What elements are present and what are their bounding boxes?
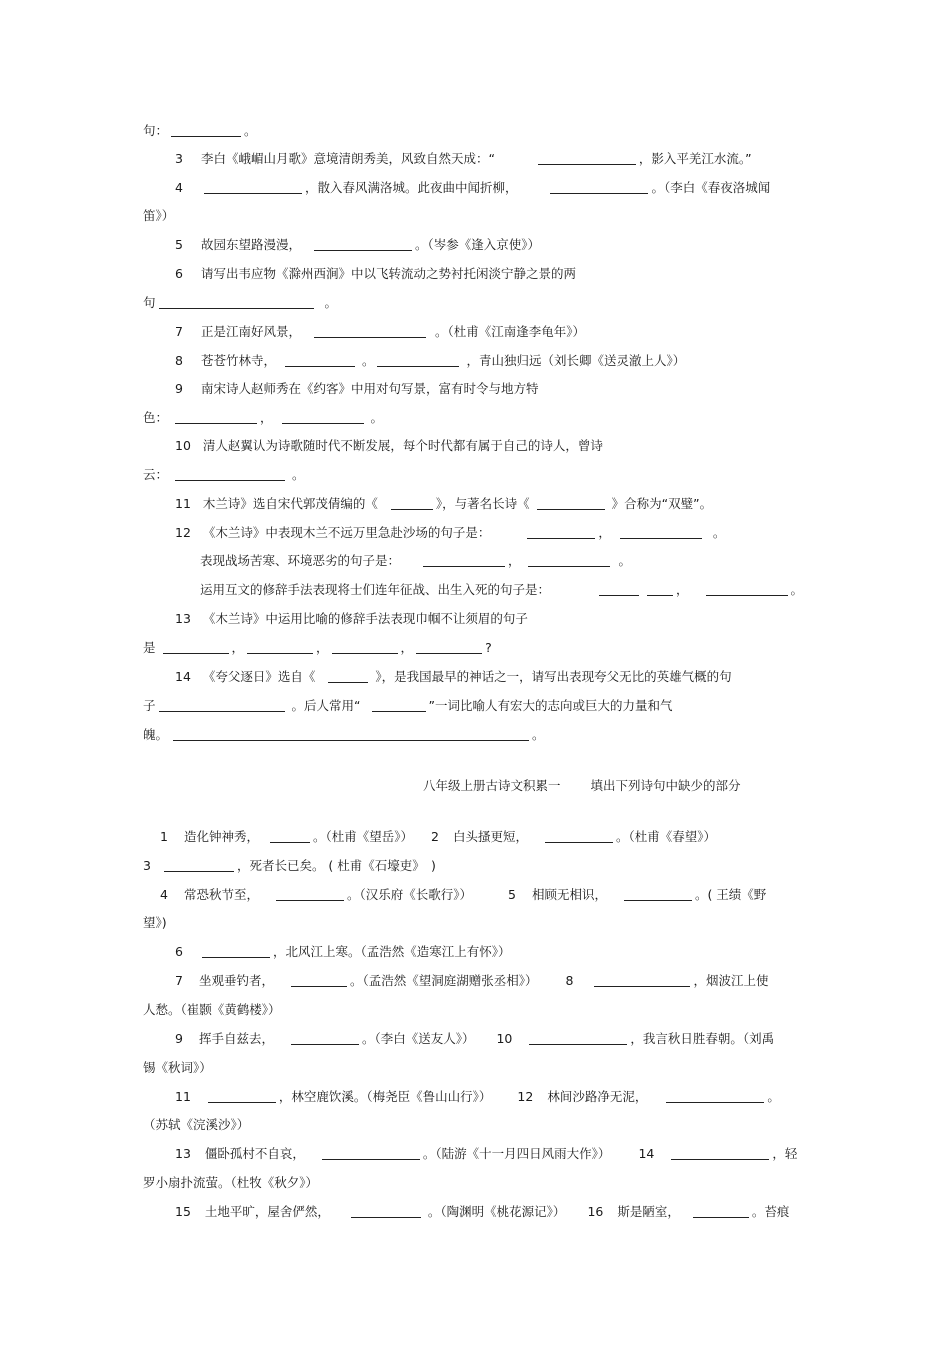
text: 人愁。（崔颢《黄鹤楼》） [143, 1002, 281, 1017]
section-instruction: 填出下列诗句中缺少的部分 [590, 778, 741, 793]
answer-blank[interactable] [647, 583, 673, 596]
text: 。（孟浩然《望洞庭湖赠张丞相》） [349, 973, 538, 988]
question-13-cont [143, 639, 492, 657]
text: 。（杜甫《望岳》） [312, 829, 413, 844]
text: 》，与著名长诗《 [435, 496, 530, 511]
answer-blank[interactable] [372, 699, 426, 712]
answer-blank[interactable] [276, 888, 344, 901]
answer-blank[interactable] [173, 728, 529, 741]
text: ，青山独归远（刘长卿《送灵澈上人》） [466, 353, 686, 368]
question-12-line2 [200, 552, 631, 570]
question-number: 13 [175, 611, 191, 626]
question-number: 13 [175, 1146, 191, 1161]
text: ， [260, 410, 273, 425]
text: 。（李白《春夜洛城闻 [651, 180, 771, 195]
q2-continuation [143, 122, 257, 140]
p2-row-6 [175, 1030, 774, 1048]
answer-blank[interactable] [291, 1032, 359, 1045]
text: ，林空鹿饮溪。（梅尧臣《鲁山山行》） [278, 1089, 492, 1104]
answer-blank[interactable] [314, 238, 412, 251]
text: ， [598, 525, 611, 540]
question-number: 11 [175, 1089, 191, 1104]
text: 请写出韦应物《滁州西涧》中以飞转流动之势衬托闲淡宁静之景的两 [200, 266, 576, 281]
text: ，轻 [772, 1146, 798, 1161]
answer-blank[interactable] [208, 1090, 276, 1103]
p2-row-4 [175, 943, 510, 961]
text: 锡《秋词》） [143, 1060, 212, 1075]
question-10 [175, 437, 603, 455]
text: 》，是我国最早的神话之一，请写出表现夸父无比的英雄气概的句 [375, 669, 732, 684]
answer-blank[interactable] [282, 411, 364, 424]
answer-blank[interactable] [332, 641, 398, 654]
text: 。 [790, 582, 804, 597]
p2-row-8 [175, 1145, 797, 1163]
text: 望》) [143, 915, 167, 930]
text: ”一词比喻人有宏大的志向或巨大的力量和气 [428, 698, 673, 713]
text: 林间沙路净无泥， [547, 1089, 648, 1104]
question-12 [175, 524, 725, 542]
question-14 [175, 668, 732, 686]
text: 子 [143, 698, 156, 713]
question-5 [175, 236, 540, 254]
answer-blank[interactable] [416, 641, 482, 654]
question-number: 12 [517, 1089, 534, 1104]
question-6-cont [143, 294, 337, 312]
text: 苍苍竹林寺， [200, 353, 276, 368]
p2-row-7 [175, 1088, 780, 1106]
answer-blank[interactable] [599, 583, 639, 596]
text: ， [231, 640, 245, 655]
question-14-cont [143, 697, 672, 715]
text: 造化钟神秀， [183, 829, 259, 844]
text: ，散入春风满洛城。此夜曲中闻折柳， [304, 180, 518, 195]
question-number: 1 [160, 829, 168, 844]
text: 。（岑参《逢入京使》） [414, 237, 540, 252]
question-number: 16 [587, 1204, 604, 1219]
text: 色： [143, 410, 169, 425]
text: 清人赵翼认为诗歌随时代不断发展，每个时代都有属于自己的诗人，曾诗 [202, 438, 603, 453]
question-4 [175, 179, 770, 197]
text: 罗小扇扑流萤。（杜牧《秋夕》） [143, 1175, 319, 1190]
text: ，死者长已矣。 ( 杜甫《石壕吏》 ) [236, 858, 436, 873]
text: 。（陶渊明《桃花源记》） [427, 1204, 566, 1219]
question-number: 3 [175, 151, 183, 166]
answer-blank[interactable] [351, 1205, 421, 1218]
answer-blank[interactable] [528, 554, 610, 567]
question-number: 12 [175, 525, 191, 540]
question-12-line3 [200, 581, 803, 599]
text: 表现战场苦寒、环境恶劣的句子是： [200, 553, 401, 568]
text: 《夸父逐日》选自《 [202, 669, 316, 684]
answer-blank[interactable] [204, 181, 302, 194]
text: ， [316, 640, 329, 655]
text: ， [508, 553, 521, 568]
answer-blank[interactable] [666, 1090, 764, 1103]
question-number: 4 [160, 887, 168, 902]
text: 。（李白《送友人》） [361, 1031, 475, 1046]
answer-blank[interactable] [164, 859, 234, 872]
answer-blank[interactable] [527, 526, 595, 539]
question-14-cont2 [143, 726, 545, 744]
question-number: 11 [175, 496, 191, 511]
answer-blank[interactable] [175, 468, 285, 481]
text: 句 [143, 295, 156, 310]
text: 僵卧孤村不自哀， [204, 1146, 305, 1161]
answer-blank[interactable] [270, 830, 310, 843]
answer-blank[interactable] [377, 354, 459, 367]
question-9-cont [143, 409, 383, 427]
text: 土地平旷，屋舍俨然， [204, 1204, 330, 1219]
text: 常恐秋节至， [183, 887, 259, 902]
text: 。（杜甫《春望》） [615, 829, 716, 844]
answer-blank[interactable] [391, 497, 433, 510]
text: 。 [324, 295, 338, 310]
answer-blank[interactable] [550, 181, 648, 194]
question-number: 7 [175, 324, 183, 339]
question-number: 4 [175, 180, 183, 195]
text: 李白《峨嵋山月歌》意境清朗秀美，风致自然天成：“ [200, 151, 495, 166]
question-number: 2 [430, 829, 439, 844]
question-number: 5 [175, 237, 183, 252]
p2-row-7-cont [143, 1116, 249, 1134]
answer-blank[interactable] [314, 325, 426, 338]
p2-row-8-cont [143, 1174, 318, 1192]
text: 。（陆游《十一月四日风雨大作》） [422, 1146, 611, 1161]
text: 《木兰诗》中运用比喻的修辞手法表现巾帼不让须眉的句子 [202, 611, 528, 626]
answer-blank[interactable] [163, 641, 229, 654]
text: ，我言秋日胜春朝。（刘禹 [630, 1031, 775, 1046]
text: 相顾无相识， [531, 887, 607, 902]
text: ，烟波江上使 [693, 973, 769, 988]
text: ，北风江上寒。（孟浩然《造寒江上有怀》） [272, 944, 511, 959]
question-10-cont [143, 466, 305, 484]
answer-blank[interactable] [175, 411, 257, 424]
text: 。 [370, 410, 384, 425]
text: ，影入平羌江水流。” [638, 151, 752, 166]
question-9 [175, 380, 538, 398]
text: 。 [767, 1089, 780, 1104]
question-number: 7 [175, 973, 183, 988]
text: 挥手自兹去， [198, 1031, 274, 1046]
section-heading [423, 777, 741, 795]
answer-blank[interactable] [159, 699, 285, 712]
answer-blank[interactable] [291, 974, 347, 987]
text: 笛》） [143, 208, 175, 223]
p2-row-6-cont [143, 1059, 212, 1077]
question-number: 9 [175, 381, 183, 396]
text: 白头搔更短， [452, 829, 528, 844]
answer-blank[interactable] [322, 1147, 420, 1160]
text: （苏轼《浣溪沙》） [143, 1117, 250, 1132]
question-number: 8 [565, 973, 574, 988]
answer-blank[interactable] [706, 583, 788, 596]
p2-row-3 [160, 886, 766, 904]
answer-blank[interactable] [537, 497, 605, 510]
answer-blank[interactable] [538, 152, 636, 165]
question-number: 6 [175, 266, 183, 281]
question-8 [175, 352, 685, 370]
text: 。 [712, 525, 726, 540]
question-3 [175, 150, 752, 168]
text: ? [485, 640, 492, 655]
p2-row-5-cont [143, 1001, 281, 1019]
question-6 [175, 265, 576, 283]
answer-blank[interactable] [171, 124, 241, 137]
text: 魄。 [143, 727, 169, 742]
answer-blank[interactable] [693, 1205, 749, 1218]
question-number: 14 [175, 669, 191, 684]
text: 。( 王绩《野 [694, 887, 767, 902]
text: 正是江南好风景， [200, 324, 301, 339]
text: 。后人常用“ [291, 698, 361, 713]
text: 。（汉乐府《长歌行》） [346, 887, 472, 902]
text: 句： [143, 123, 169, 138]
question-number: 10 [175, 438, 191, 453]
text: 斯是陋室， [617, 1204, 680, 1219]
question-number: 9 [175, 1031, 183, 1046]
answer-blank[interactable] [247, 641, 313, 654]
text: 。 [361, 353, 375, 368]
text: 。 [618, 553, 632, 568]
text: 。（杜甫《江南逢李龟年》） [434, 324, 585, 339]
text: 坐观垂钓者， [198, 973, 274, 988]
answer-blank[interactable] [328, 670, 368, 683]
text: 是 [143, 640, 156, 655]
answer-blank[interactable] [202, 945, 270, 958]
text: 木兰诗》选自宋代郭茂倩编的《 [202, 496, 378, 511]
answer-blank[interactable] [594, 974, 690, 987]
answer-blank[interactable] [285, 354, 355, 367]
text: 。 [244, 123, 257, 138]
answer-blank[interactable] [529, 1032, 627, 1045]
question-number: 5 [507, 887, 516, 902]
text: 。 [532, 727, 545, 742]
text: 。 [292, 467, 305, 482]
question-number: 6 [175, 944, 183, 959]
p2-row-1 [160, 828, 716, 846]
question-number: 14 [638, 1146, 655, 1161]
question-4-cont [143, 207, 174, 225]
text: 故园东望路漫漫， [200, 237, 301, 252]
answer-blank[interactable] [545, 830, 613, 843]
answer-blank[interactable] [159, 296, 314, 309]
p2-row-3-cont [143, 914, 167, 932]
answer-blank[interactable] [620, 526, 702, 539]
question-number: 15 [175, 1204, 191, 1219]
question-11 [175, 495, 712, 513]
answer-blank[interactable] [671, 1147, 769, 1160]
p2-row-2 [143, 857, 436, 875]
question-number: 8 [175, 353, 183, 368]
text: 云： [143, 467, 169, 482]
text: ， [400, 640, 414, 655]
question-13 [175, 610, 528, 628]
answer-blank[interactable] [423, 554, 505, 567]
text: ， [676, 582, 689, 597]
text: 》合称为“双璧”。 [611, 496, 713, 511]
text: 《木兰诗》中表现木兰不远万里急赴沙场的句子是： [202, 525, 491, 540]
text: 南宋诗人赵师秀在《约客》中用对句写景，富有时令与地方特 [200, 381, 539, 396]
text: 。苔痕 [751, 1204, 790, 1219]
p2-row-9 [175, 1203, 789, 1221]
text: 运用互文的修辞手法表现将士们连年征战、出生入死的句子是： [200, 582, 551, 597]
question-number: 10 [496, 1031, 513, 1046]
p2-row-5 [175, 972, 768, 990]
question-7 [175, 323, 585, 341]
answer-blank[interactable] [624, 888, 692, 901]
section-title: 八年级上册古诗文积累一 [423, 778, 561, 793]
question-number: 3 [143, 858, 151, 873]
